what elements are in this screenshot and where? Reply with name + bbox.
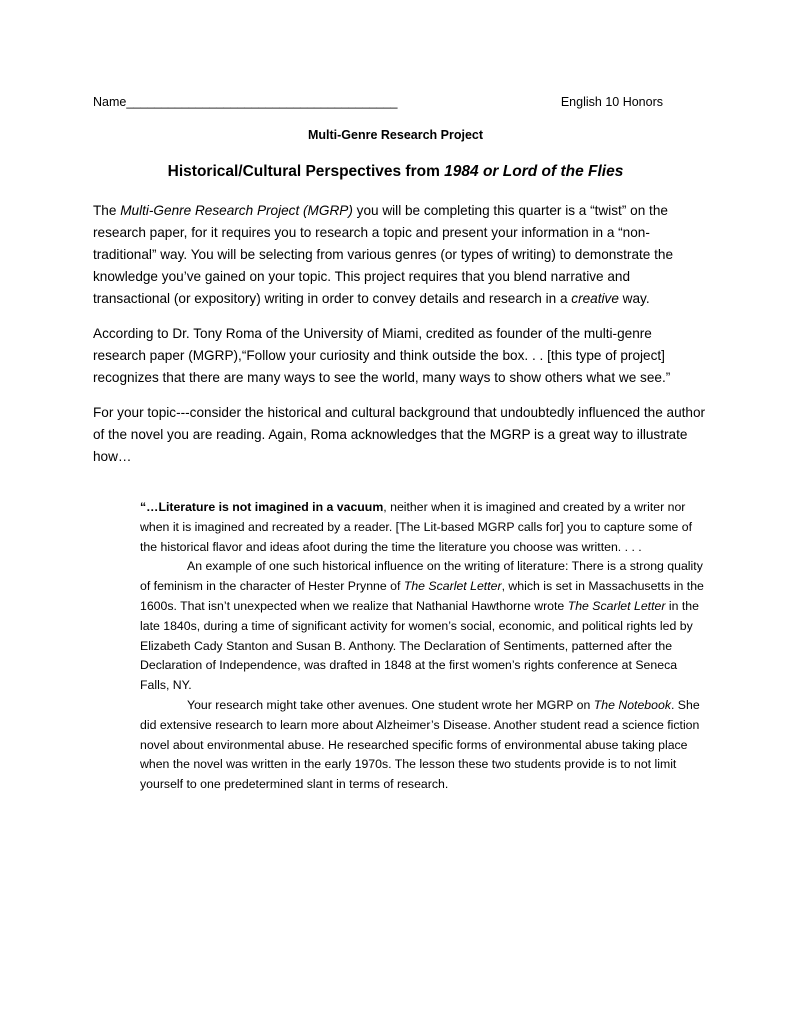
quote-paragraph-1-text: , neither when it is imagined and created by a writer nor when it is imagined and recreated by a reader. [The Lit-based MGRP calls for] you to capture some of the historical flavor and ideas afoot during the time the literature you choose was written. . . . (140, 500, 693, 554)
title-prefix: Historical/Cultural Perspectives from (167, 163, 445, 180)
quote-paragraph-3-text-b: . She did extensive research to learn more about Alzheimer’s Disease. Another student read a science fiction novel about environmental abuse. He researched specific forms of environmental abuse taking place when the novel was written in the early 1970s. The lesson these two students provide is to not limit yourself to one predetermined slant in terms of research. (140, 697, 700, 792)
name-label: Name (93, 95, 127, 109)
quote-paragraph-2-text-b: , which is set in Massachusetts in the 1600s. That isn’t unexpected when we realize that Nathanial Hawthorne wrote (140, 579, 704, 613)
quote-paragraph-3 (140, 696, 706, 795)
block-quote (140, 498, 706, 795)
quote-book-title-2: The Scarlet Letter (567, 598, 666, 613)
document-body (93, 200, 708, 481)
document-subtitle: Multi-Genre Research Project (307, 128, 484, 142)
paragraph-intro-text-3: way. (618, 291, 650, 306)
paragraph-topic: For your topic---consider the historical and cultural background that undoubtedly influenced the author of the novel you are reading. Again, Roma acknowledges that the MGRP is a great way to illustrate how… (93, 405, 706, 464)
paragraph-intro (93, 200, 708, 310)
quote-paragraph-2-text-c: in the late 1840s, during a time of significant activity for women’s social, economic, and political rights led by Elizabeth Cady Stanton and Susan B. Anthony. The Declaration of Sentiments, patterned after the Declaration of Independence, was drafted in 1848 at the first women’s rights conference at Seneca Falls, NY. (140, 598, 699, 693)
quote-paragraph-1 (140, 498, 706, 557)
paragraph-intro-text-1: The (93, 203, 121, 218)
quote-book-title-3: The Notebook (593, 697, 671, 712)
paragraph-intro-creative: creative (571, 291, 619, 306)
quote-book-title-1: The Scarlet Letter (403, 579, 502, 594)
paragraph-roma-quote: According to Dr. Tony Roma of the University of Miami, credited as founder of the multi-genre research paper (MGRP),“Follow your curiosity and think outside the box. . . [this type of project] recognizes that there are many ways to see the world, many ways to show others what we see.” (93, 326, 671, 385)
document-title (0, 162, 791, 182)
quote-paragraph-3-text-a: Your research might take other avenues. One student wrote her MGRP on (187, 697, 594, 712)
quote-paragraph-2 (140, 557, 706, 696)
paragraph-intro-project-name: Multi-Genre Research Project (MGRP) (120, 203, 353, 218)
title-books: 1984 or Lord of the Flies (444, 163, 624, 180)
name-blank-line: _______________________________________ (126, 95, 398, 109)
quote-paragraph-2-text-a: An example of one such historical influence on the writing of literature: There is a strong quality of feminism in the character of Hester Prynne of (140, 559, 703, 594)
course-name: English 10 Honors (560, 95, 663, 109)
quote-bold-lead: “…Literature is not imagined in a vacuum (140, 500, 384, 514)
paragraph-intro-text-2: you will be completing this quarter is a “twist” on the research paper, for it requires you to research a topic and present your information in a “non-traditional” way. You will be selecting from various genres (or types of writing) to demonstrate the knowledge you’ve gained on your topic. This project requires that you blend narrative and transactional (or expository) writing in order to convey details and research in a (93, 203, 674, 306)
name-field (93, 94, 397, 110)
